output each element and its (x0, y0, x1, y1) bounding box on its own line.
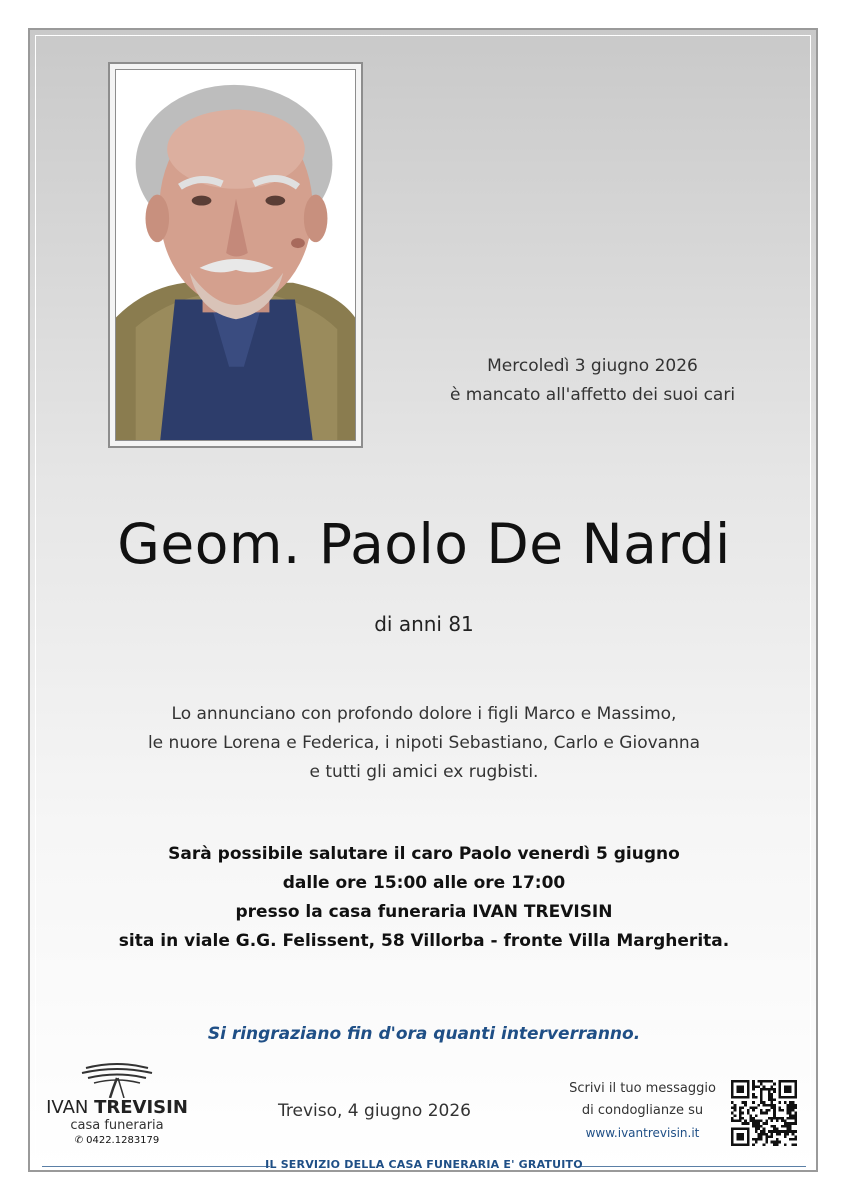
funeral-home-logo (42, 1062, 192, 1146)
condolence-website-link[interactable]: www.ivantrevisin.it (585, 1126, 700, 1140)
visitation-line: sita in viale G.G. Felissent, 58 Villorba - fronte Villa Margherita. (118, 931, 730, 951)
family-announcement (0, 700, 848, 787)
visitation-line: presso la casa funeraria IVAN TREVISIN (235, 902, 613, 922)
condolence-info (560, 1078, 725, 1144)
footer-notice: IL SERVIZIO DELLA CASA FUNERARIA E' GRATUITO (265, 1158, 583, 1171)
funeral-home-name (42, 1097, 192, 1118)
family-line: le nuore Lorena e Federica, i nipoti Sebastiano, Carlo e Giovanna (147, 733, 701, 753)
portrait-frame (108, 62, 363, 448)
funeral-home-name-last: TREVISIN (94, 1097, 188, 1118)
qr-code-icon (731, 1080, 797, 1146)
deceased-name: Geom. Paolo De Nardi (117, 512, 731, 576)
announcement (400, 352, 785, 410)
family-line: Lo annunciano con profondo dolore i figli Marco e Massimo, (171, 704, 677, 724)
condolence-line: Scrivi il tuo messaggio (569, 1081, 716, 1096)
tree-logo-icon (80, 1062, 154, 1098)
portrait-photo (115, 69, 356, 441)
funeral-home-subtitle: casa funeraria (70, 1118, 164, 1133)
visitation-line: Sarà possibile salutare il caro Paolo venerdì 5 giugno (168, 844, 680, 864)
visitation-info (0, 840, 848, 956)
announcement-date: Mercoledì 3 giugno 2026 (487, 356, 698, 376)
thanks-message: Si ringraziano fin d'ora quanti interverranno. (207, 1024, 641, 1044)
portrait-image (116, 70, 355, 440)
condolence-line: di condoglianze su (581, 1103, 704, 1118)
announcement-text: è mancato all'affetto dei suoi cari (449, 385, 736, 405)
funeral-home-phone[interactable] (42, 1135, 192, 1146)
phone-icon: ✆ (74, 1135, 84, 1146)
place-and-date: Treviso, 4 giugno 2026 (278, 1101, 471, 1121)
phone-number: 0422.1283179 (86, 1135, 160, 1146)
funeral-home-name-first: IVAN (46, 1097, 89, 1118)
family-line: e tutti gli amici ex rugbisti. (309, 762, 539, 782)
deceased-age: di anni 81 (374, 612, 474, 636)
visitation-line: dalle ore 15:00 alle ore 17:00 (282, 873, 566, 893)
qr-code[interactable] (731, 1080, 797, 1146)
